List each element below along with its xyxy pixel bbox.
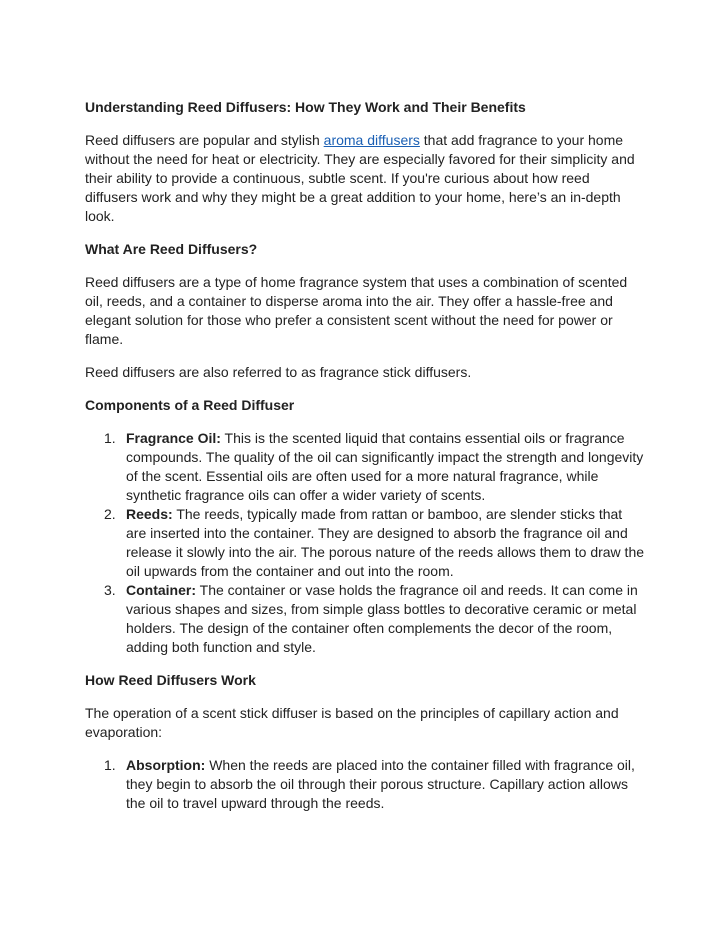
components-list xyxy=(85,429,645,657)
list-number: 2. xyxy=(104,506,116,522)
list-number: 1. xyxy=(104,757,116,773)
list-term: Absorption: xyxy=(126,757,206,773)
intro-paragraph xyxy=(85,131,645,226)
list-text: The reeds, typically made from rattan or bamboo, are slender sticks that are inserted into the container. They are designed to absorb the fragrance oil and release it slowly into the air. The porous nature of the reeds allows them to draw the oil upwards from the container and out into the room. xyxy=(126,506,645,579)
section-heading-how-work: How Reed Diffusers Work xyxy=(85,672,256,688)
list-number: 1. xyxy=(104,430,116,446)
section-heading-what-are: What Are Reed Diffusers? xyxy=(85,241,258,257)
intro-text-after: that add fragrance to your home without the need for heat or electricity. They are especially favored for their simplicity and their ability to provide a continuous, subtle scent. If you're curious about how reed diffusers work and why they might be a great addition to your home, here’s an in-depth look. xyxy=(85,132,635,224)
list-item xyxy=(85,756,645,813)
list-term: Container: xyxy=(126,582,196,598)
aroma-diffusers-link[interactable]: aroma diffusers xyxy=(323,132,420,148)
list-item xyxy=(85,505,645,581)
article-title: Understanding Reed Diffusers: How They Work and Their Benefits xyxy=(85,99,526,115)
list-number: 3. xyxy=(104,582,116,598)
also-referred-paragraph: Reed diffusers are also referred to as fragrance stick diffusers. xyxy=(85,364,472,380)
what-are-paragraph: Reed diffusers are a type of home fragrance system that uses a combination of scented oil, reeds, and a container to disperse aroma into the air. They offer a hassle-free and elegant solution for those who prefer a consistent scent without the need for power or flame. xyxy=(85,274,628,347)
list-term: Reeds: xyxy=(126,506,173,522)
list-term: Fragrance Oil: xyxy=(126,430,221,446)
intro-text-before: Reed diffusers are popular and stylish xyxy=(85,132,324,148)
list-text: When the reeds are placed into the container filled with fragrance oil, they begin to absorb the oil through their porous structure. Capillary action allows the oil to travel upward through the reeds. xyxy=(126,757,635,811)
how-work-list xyxy=(85,756,645,813)
list-text: The container or vase holds the fragrance oil and reeds. It can come in various shapes and sizes, from simple glass bottles to decorative ceramic or metal holders. The design of the container often complements the decor of the room, adding both function and style. xyxy=(126,582,638,655)
section-heading-components: Components of a Reed Diffuser xyxy=(85,397,295,413)
article-body xyxy=(85,98,645,827)
operation-paragraph: The operation of a scent stick diffuser is based on the principles of capillary action and evaporation: xyxy=(85,705,619,740)
list-item xyxy=(85,429,645,505)
list-item xyxy=(85,581,645,657)
list-text: This is the scented liquid that contains essential oils or fragrance compounds. The quality of the oil can significantly impact the strength and longevity of the scent. Essential oils are often used for a more natural fragrance, while synthetic fragrance oils can offer a wider variety of scents. xyxy=(126,430,644,503)
